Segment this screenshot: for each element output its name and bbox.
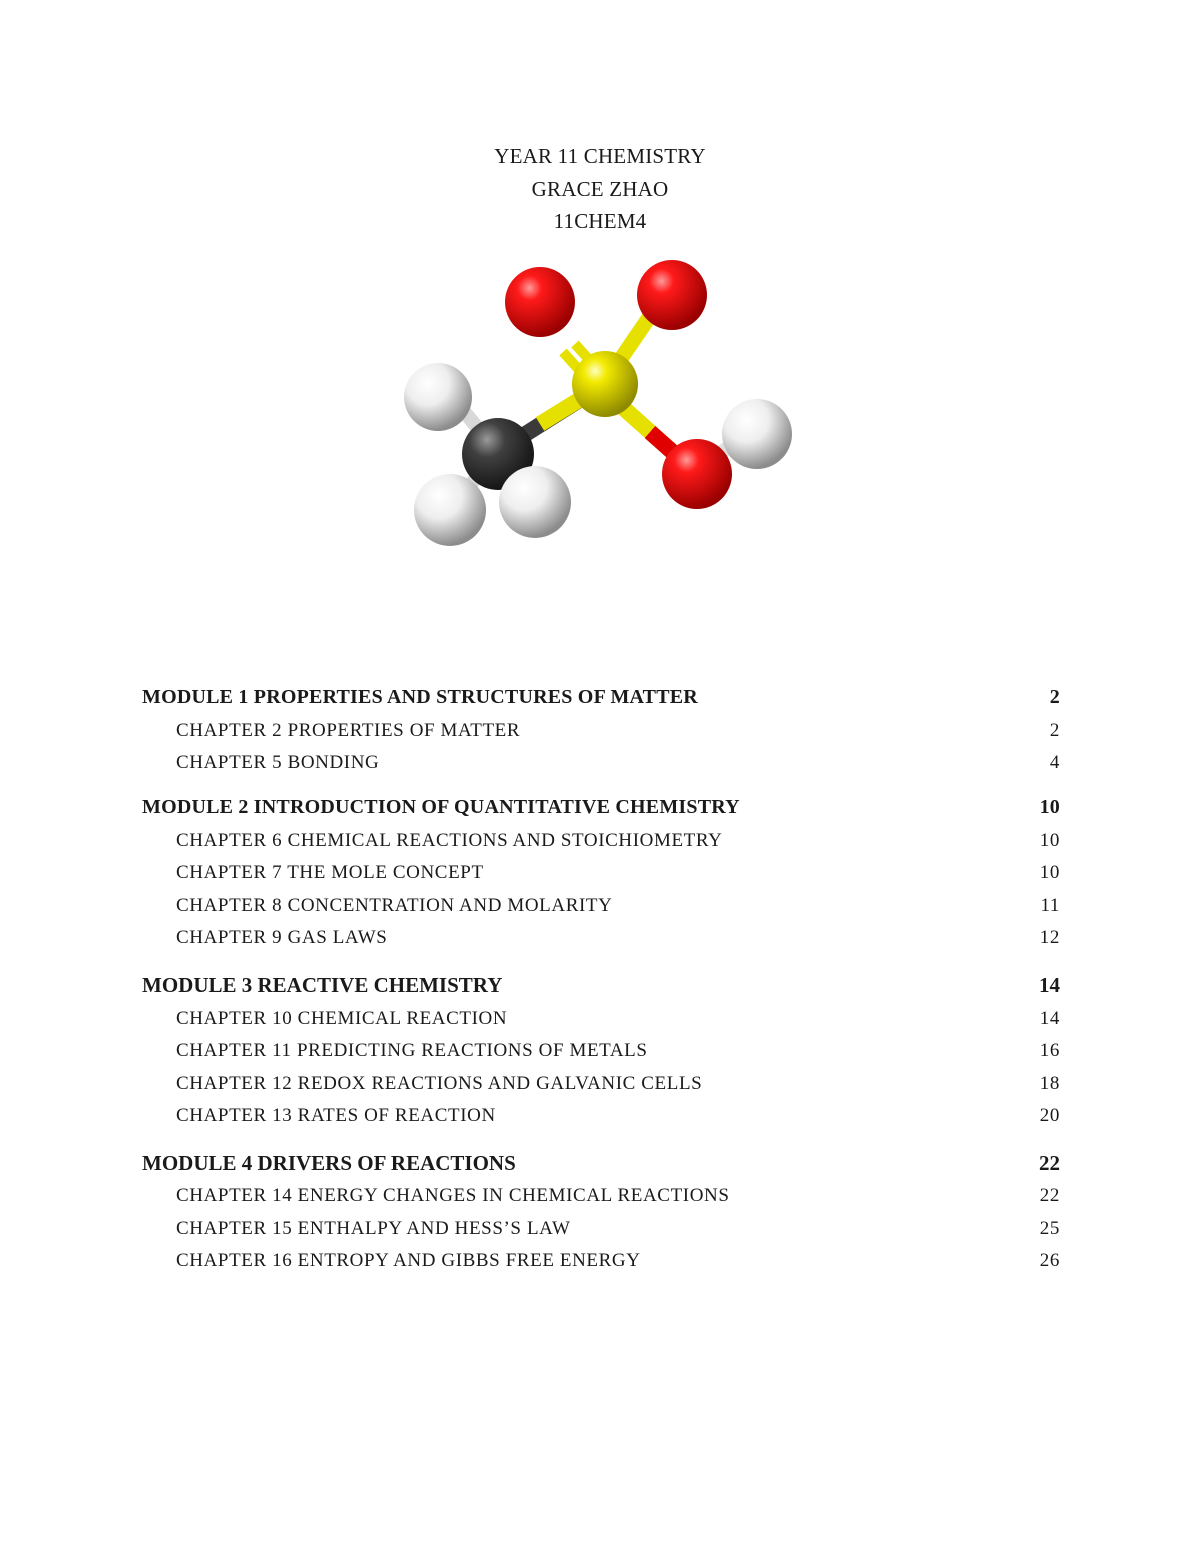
toc-chapter-7[interactable] — [142, 862, 1060, 884]
toc-page-number: 14 — [1039, 1008, 1060, 1029]
toc-chapter-title: CHAPTER 15 ENTHALPY AND HESS’S LAW — [176, 1218, 571, 1239]
toc-page-number: 4 — [1049, 752, 1060, 773]
toc-chapter-title: CHAPTER 11 PREDICTING REACTIONS OF METALS — [176, 1040, 648, 1061]
toc-chapter-15[interactable] — [142, 1218, 1060, 1240]
toc-page-number: 20 — [1039, 1105, 1060, 1126]
toc-page-number: 22 — [1039, 1185, 1060, 1206]
molecule-image — [395, 252, 805, 552]
toc-chapter-title: CHAPTER 13 RATES OF REACTION — [176, 1105, 496, 1126]
toc-module-3[interactable] — [142, 973, 1060, 998]
toc-page-number: 18 — [1039, 1073, 1060, 1094]
toc-chapter-title: CHAPTER 9 GAS LAWS — [176, 927, 388, 948]
toc-page-number: 12 — [1039, 927, 1060, 948]
toc-chapter-6[interactable] — [142, 830, 1060, 852]
toc-chapter-12[interactable] — [142, 1073, 1060, 1095]
toc-chapter-9[interactable] — [142, 927, 1060, 949]
toc-module-title: MODULE 4 DRIVERS OF REACTIONS — [142, 1151, 516, 1175]
toc-chapter-10[interactable] — [142, 1008, 1060, 1030]
toc-page-number: 10 — [1039, 796, 1060, 818]
course-title: YEAR 11 CHEMISTRY — [494, 144, 706, 168]
toc-module-1[interactable] — [142, 686, 1060, 709]
toc-page-number: 2 — [1049, 686, 1060, 708]
toc-chapter-13[interactable] — [142, 1105, 1060, 1127]
toc-page-number: 11 — [1040, 895, 1060, 916]
toc-page-number: 10 — [1039, 862, 1060, 883]
toc-chapter-14[interactable] — [142, 1185, 1060, 1207]
toc-chapter-title: CHAPTER 16 ENTROPY AND GIBBS FREE ENERGY — [176, 1250, 641, 1271]
toc-chapter-title: CHAPTER 14 ENERGY CHANGES IN CHEMICAL REACTIONS — [176, 1185, 730, 1206]
toc-chapter-title: CHAPTER 10 CHEMICAL REACTION — [176, 1008, 508, 1029]
toc-module-4[interactable] — [142, 1151, 1060, 1176]
toc-page-number: 26 — [1039, 1250, 1060, 1271]
toc-page-number: 10 — [1039, 830, 1060, 851]
class-code: 11CHEM4 — [553, 209, 647, 233]
toc-chapter-8[interactable] — [142, 895, 1060, 917]
toc-chapter-title: CHAPTER 7 THE MOLE CONCEPT — [176, 862, 484, 883]
toc-page-number: 22 — [1039, 1151, 1060, 1175]
toc-chapter-title: CHAPTER 2 PROPERTIES OF MATTER — [176, 720, 521, 741]
toc-module-2[interactable] — [142, 796, 1060, 819]
toc-chapter-title: CHAPTER 12 REDOX REACTIONS AND GALVANIC CELLS — [176, 1073, 703, 1094]
toc-chapter-title: CHAPTER 5 BONDING — [176, 752, 380, 773]
toc-page-number: 2 — [1049, 720, 1060, 741]
title-block — [0, 140, 1200, 238]
toc-module-title: MODULE 1 PROPERTIES AND STRUCTURES OF MATTER — [142, 686, 698, 708]
toc-chapter-2[interactable] — [142, 720, 1060, 742]
toc-chapter-16[interactable] — [142, 1250, 1060, 1272]
toc-chapter-title: CHAPTER 6 CHEMICAL REACTIONS AND STOICHIOMETRY — [176, 830, 723, 851]
toc-page-number: 14 — [1039, 973, 1060, 997]
toc-page-number: 16 — [1039, 1040, 1060, 1061]
author-name: GRACE ZHAO — [531, 176, 669, 201]
toc-module-title: MODULE 2 INTRODUCTION OF QUANTITATIVE CHEMISTRY — [142, 796, 740, 818]
toc-module-title: MODULE 3 REACTIVE CHEMISTRY — [142, 973, 503, 997]
toc-page-number: 25 — [1039, 1218, 1060, 1239]
toc-chapter-11[interactable] — [142, 1040, 1060, 1062]
toc-chapter-title: CHAPTER 8 CONCENTRATION AND MOLARITY — [176, 895, 613, 916]
toc-chapter-5[interactable] — [142, 752, 1060, 774]
